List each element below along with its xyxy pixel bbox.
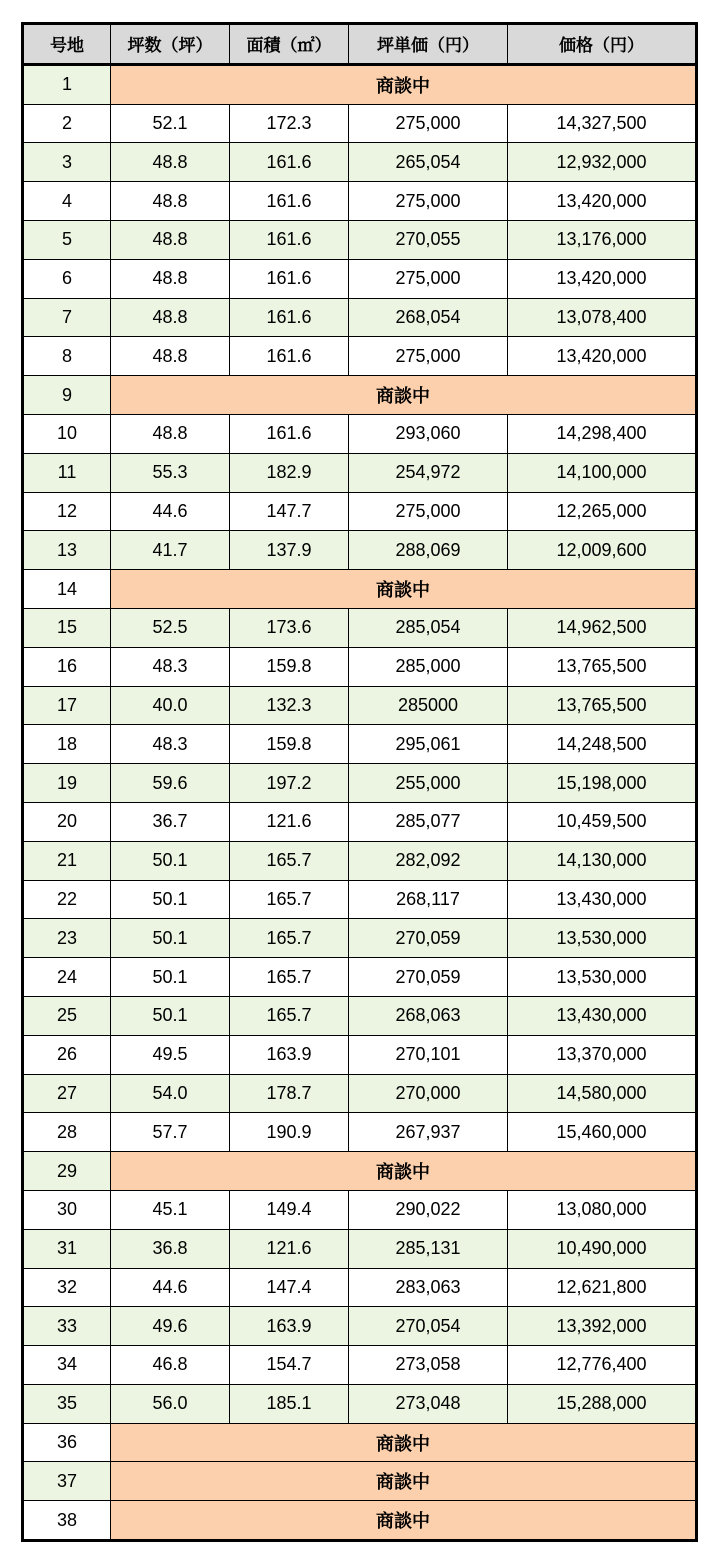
area-cell: 182.9 [230, 453, 349, 492]
tsubo-cell: 44.6 [111, 1268, 230, 1307]
price-cell: 13,176,000 [508, 220, 697, 259]
negotiating-status-cell: 商談中 [111, 1423, 697, 1462]
negotiating-status-cell: 商談中 [111, 1152, 697, 1191]
area-cell: 165.7 [230, 841, 349, 880]
table-row [23, 570, 697, 609]
unit-price-cell: 275,000 [349, 337, 508, 376]
negotiating-status-cell: 商談中 [111, 64, 697, 104]
table-row [23, 1229, 697, 1268]
tsubo-cell: 50.1 [111, 996, 230, 1035]
table-row [23, 996, 697, 1035]
tsubo-cell: 46.8 [111, 1346, 230, 1385]
lot-number-cell: 6 [23, 259, 111, 298]
unit-price-cell: 265,054 [349, 143, 508, 182]
price-cell: 13,765,500 [508, 686, 697, 725]
area-cell: 190.9 [230, 1113, 349, 1152]
header-area: 面積（㎡） [230, 24, 349, 65]
unit-price-cell: 275,000 [349, 492, 508, 531]
lot-number-cell: 35 [23, 1384, 111, 1423]
area-cell: 185.1 [230, 1384, 349, 1423]
area-cell: 161.6 [230, 182, 349, 221]
table-row [23, 1152, 697, 1191]
area-cell: 178.7 [230, 1074, 349, 1113]
table-row [23, 764, 697, 803]
unit-price-cell: 275,000 [349, 259, 508, 298]
unit-price-cell: 295,061 [349, 725, 508, 764]
tsubo-cell: 55.3 [111, 453, 230, 492]
area-cell: 197.2 [230, 764, 349, 803]
tsubo-cell: 48.8 [111, 220, 230, 259]
lot-number-cell: 16 [23, 647, 111, 686]
lot-number-cell: 3 [23, 143, 111, 182]
lot-number-cell: 21 [23, 841, 111, 880]
lot-number-cell: 5 [23, 220, 111, 259]
lot-number-cell: 17 [23, 686, 111, 725]
price-cell: 14,580,000 [508, 1074, 697, 1113]
area-cell: 165.7 [230, 919, 349, 958]
price-cell: 12,776,400 [508, 1346, 697, 1385]
price-cell: 15,288,000 [508, 1384, 697, 1423]
price-cell: 13,430,000 [508, 996, 697, 1035]
price-cell: 15,460,000 [508, 1113, 697, 1152]
unit-price-cell: 285,054 [349, 608, 508, 647]
table-row [23, 298, 697, 337]
unit-price-cell: 270,059 [349, 958, 508, 997]
lot-number-cell: 13 [23, 531, 111, 570]
unit-price-cell: 270,055 [349, 220, 508, 259]
negotiating-status-cell: 商談中 [111, 1462, 697, 1501]
unit-price-cell: 255,000 [349, 764, 508, 803]
lot-number-cell: 34 [23, 1346, 111, 1385]
price-cell: 12,621,800 [508, 1268, 697, 1307]
table-row [23, 1462, 697, 1501]
tsubo-cell: 49.5 [111, 1035, 230, 1074]
tsubo-cell: 45.1 [111, 1190, 230, 1229]
lot-number-cell: 38 [23, 1501, 111, 1541]
lot-number-cell: 2 [23, 104, 111, 143]
header-lot: 号地 [23, 24, 111, 65]
unit-price-cell: 273,048 [349, 1384, 508, 1423]
header-price: 価格（円） [508, 24, 697, 65]
area-cell: 172.3 [230, 104, 349, 143]
tsubo-cell: 48.8 [111, 414, 230, 453]
price-cell: 12,265,000 [508, 492, 697, 531]
table-row [23, 1113, 697, 1152]
unit-price-cell: 293,060 [349, 414, 508, 453]
area-cell: 137.9 [230, 531, 349, 570]
lot-number-cell: 4 [23, 182, 111, 221]
price-cell: 10,490,000 [508, 1229, 697, 1268]
lot-number-cell: 12 [23, 492, 111, 531]
tsubo-cell: 52.1 [111, 104, 230, 143]
unit-price-cell: 254,972 [349, 453, 508, 492]
lot-number-cell: 18 [23, 725, 111, 764]
tsubo-cell: 48.3 [111, 647, 230, 686]
table-row [23, 686, 697, 725]
area-cell: 159.8 [230, 647, 349, 686]
tsubo-cell: 48.8 [111, 143, 230, 182]
lot-number-cell: 25 [23, 996, 111, 1035]
table-row [23, 104, 697, 143]
lot-number-cell: 28 [23, 1113, 111, 1152]
tsubo-cell: 50.1 [111, 919, 230, 958]
tsubo-cell: 36.7 [111, 802, 230, 841]
price-cell: 13,078,400 [508, 298, 697, 337]
area-cell: 147.4 [230, 1268, 349, 1307]
tsubo-cell: 44.6 [111, 492, 230, 531]
unit-price-cell: 285,077 [349, 802, 508, 841]
table-row [23, 220, 697, 259]
area-cell: 147.7 [230, 492, 349, 531]
price-cell: 10,459,500 [508, 802, 697, 841]
area-cell: 163.9 [230, 1035, 349, 1074]
area-cell: 149.4 [230, 1190, 349, 1229]
lot-number-cell: 15 [23, 608, 111, 647]
lot-number-cell: 27 [23, 1074, 111, 1113]
table-row [23, 1035, 697, 1074]
tsubo-cell: 52.5 [111, 608, 230, 647]
table-row [23, 143, 697, 182]
table-row [23, 337, 697, 376]
price-cell: 14,298,400 [508, 414, 697, 453]
price-cell: 13,530,000 [508, 919, 697, 958]
area-cell: 159.8 [230, 725, 349, 764]
lot-number-cell: 24 [23, 958, 111, 997]
table-row [23, 453, 697, 492]
table-row [23, 376, 697, 415]
area-cell: 161.6 [230, 259, 349, 298]
area-cell: 121.6 [230, 1229, 349, 1268]
price-cell: 14,962,500 [508, 608, 697, 647]
lot-number-cell: 36 [23, 1423, 111, 1462]
unit-price-cell: 268,054 [349, 298, 508, 337]
unit-price-cell: 290,022 [349, 1190, 508, 1229]
tsubo-cell: 49.6 [111, 1307, 230, 1346]
price-cell: 13,080,000 [508, 1190, 697, 1229]
tsubo-cell: 48.3 [111, 725, 230, 764]
price-cell: 15,198,000 [508, 764, 697, 803]
unit-price-cell: 270,059 [349, 919, 508, 958]
area-cell: 121.6 [230, 802, 349, 841]
table-row [23, 1346, 697, 1385]
tsubo-cell: 54.0 [111, 1074, 230, 1113]
table-row [23, 182, 697, 221]
unit-price-cell: 285000 [349, 686, 508, 725]
price-cell: 14,130,000 [508, 841, 697, 880]
negotiating-status-cell: 商談中 [111, 1501, 697, 1541]
tsubo-cell: 57.7 [111, 1113, 230, 1152]
tsubo-cell: 48.8 [111, 259, 230, 298]
lot-number-cell: 1 [23, 64, 111, 104]
table-row [23, 725, 697, 764]
table-row [23, 259, 697, 298]
price-cell: 13,430,000 [508, 880, 697, 919]
lot-number-cell: 32 [23, 1268, 111, 1307]
unit-price-cell: 288,069 [349, 531, 508, 570]
area-cell: 165.7 [230, 880, 349, 919]
price-cell: 13,370,000 [508, 1035, 697, 1074]
tsubo-cell: 59.6 [111, 764, 230, 803]
lot-number-cell: 22 [23, 880, 111, 919]
lot-number-cell: 30 [23, 1190, 111, 1229]
lot-number-cell: 7 [23, 298, 111, 337]
lot-number-cell: 14 [23, 570, 111, 609]
area-cell: 161.6 [230, 414, 349, 453]
table-row [23, 1307, 697, 1346]
price-cell: 14,248,500 [508, 725, 697, 764]
price-cell: 13,420,000 [508, 259, 697, 298]
header-unit-price: 坪単価（円） [349, 24, 508, 65]
lot-number-cell: 26 [23, 1035, 111, 1074]
tsubo-cell: 48.8 [111, 182, 230, 221]
negotiating-status-cell: 商談中 [111, 376, 697, 415]
price-cell: 14,100,000 [508, 453, 697, 492]
header-row [23, 24, 697, 65]
area-cell: 161.6 [230, 337, 349, 376]
unit-price-cell: 283,063 [349, 1268, 508, 1307]
table-row [23, 531, 697, 570]
table-row [23, 64, 697, 104]
tsubo-cell: 56.0 [111, 1384, 230, 1423]
price-cell: 12,009,600 [508, 531, 697, 570]
lot-number-cell: 8 [23, 337, 111, 376]
lot-number-cell: 19 [23, 764, 111, 803]
unit-price-cell: 270,101 [349, 1035, 508, 1074]
area-cell: 161.6 [230, 143, 349, 182]
lot-number-cell: 33 [23, 1307, 111, 1346]
tsubo-cell: 48.8 [111, 337, 230, 376]
area-cell: 161.6 [230, 220, 349, 259]
area-cell: 163.9 [230, 1307, 349, 1346]
table-row [23, 414, 697, 453]
table-row [23, 1423, 697, 1462]
area-cell: 173.6 [230, 608, 349, 647]
tsubo-cell: 36.8 [111, 1229, 230, 1268]
unit-price-cell: 275,000 [349, 104, 508, 143]
table-row [23, 1190, 697, 1229]
area-cell: 165.7 [230, 996, 349, 1035]
tsubo-cell: 50.1 [111, 841, 230, 880]
lot-price-table [21, 22, 698, 1542]
table-row [23, 492, 697, 531]
price-cell: 12,932,000 [508, 143, 697, 182]
tsubo-cell: 48.8 [111, 298, 230, 337]
unit-price-cell: 268,117 [349, 880, 508, 919]
header-tsubo: 坪数（坪） [111, 24, 230, 65]
price-cell: 13,420,000 [508, 182, 697, 221]
unit-price-cell: 268,063 [349, 996, 508, 1035]
area-cell: 161.6 [230, 298, 349, 337]
unit-price-cell: 270,054 [349, 1307, 508, 1346]
price-cell: 13,420,000 [508, 337, 697, 376]
table-row [23, 880, 697, 919]
unit-price-cell: 285,131 [349, 1229, 508, 1268]
table-row [23, 1384, 697, 1423]
tsubo-cell: 50.1 [111, 880, 230, 919]
table-row [23, 1268, 697, 1307]
lot-number-cell: 10 [23, 414, 111, 453]
unit-price-cell: 282,092 [349, 841, 508, 880]
tsubo-cell: 50.1 [111, 958, 230, 997]
lot-number-cell: 29 [23, 1152, 111, 1191]
tsubo-cell: 41.7 [111, 531, 230, 570]
table-row [23, 919, 697, 958]
area-cell: 132.3 [230, 686, 349, 725]
table-row [23, 608, 697, 647]
lot-number-cell: 23 [23, 919, 111, 958]
table-row [23, 647, 697, 686]
price-cell: 14,327,500 [508, 104, 697, 143]
area-cell: 154.7 [230, 1346, 349, 1385]
unit-price-cell: 285,000 [349, 647, 508, 686]
lot-number-cell: 9 [23, 376, 111, 415]
price-cell: 13,765,500 [508, 647, 697, 686]
lot-number-cell: 11 [23, 453, 111, 492]
lot-number-cell: 31 [23, 1229, 111, 1268]
table-row [23, 958, 697, 997]
lot-number-cell: 37 [23, 1462, 111, 1501]
unit-price-cell: 273,058 [349, 1346, 508, 1385]
table-row [23, 802, 697, 841]
tsubo-cell: 40.0 [111, 686, 230, 725]
table-row [23, 1501, 697, 1541]
area-cell: 165.7 [230, 958, 349, 997]
table-row [23, 841, 697, 880]
table-row [23, 1074, 697, 1113]
unit-price-cell: 267,937 [349, 1113, 508, 1152]
table-body [23, 64, 697, 1540]
price-cell: 13,530,000 [508, 958, 697, 997]
unit-price-cell: 270,000 [349, 1074, 508, 1113]
price-cell: 13,392,000 [508, 1307, 697, 1346]
lot-number-cell: 20 [23, 802, 111, 841]
unit-price-cell: 275,000 [349, 182, 508, 221]
negotiating-status-cell: 商談中 [111, 570, 697, 609]
